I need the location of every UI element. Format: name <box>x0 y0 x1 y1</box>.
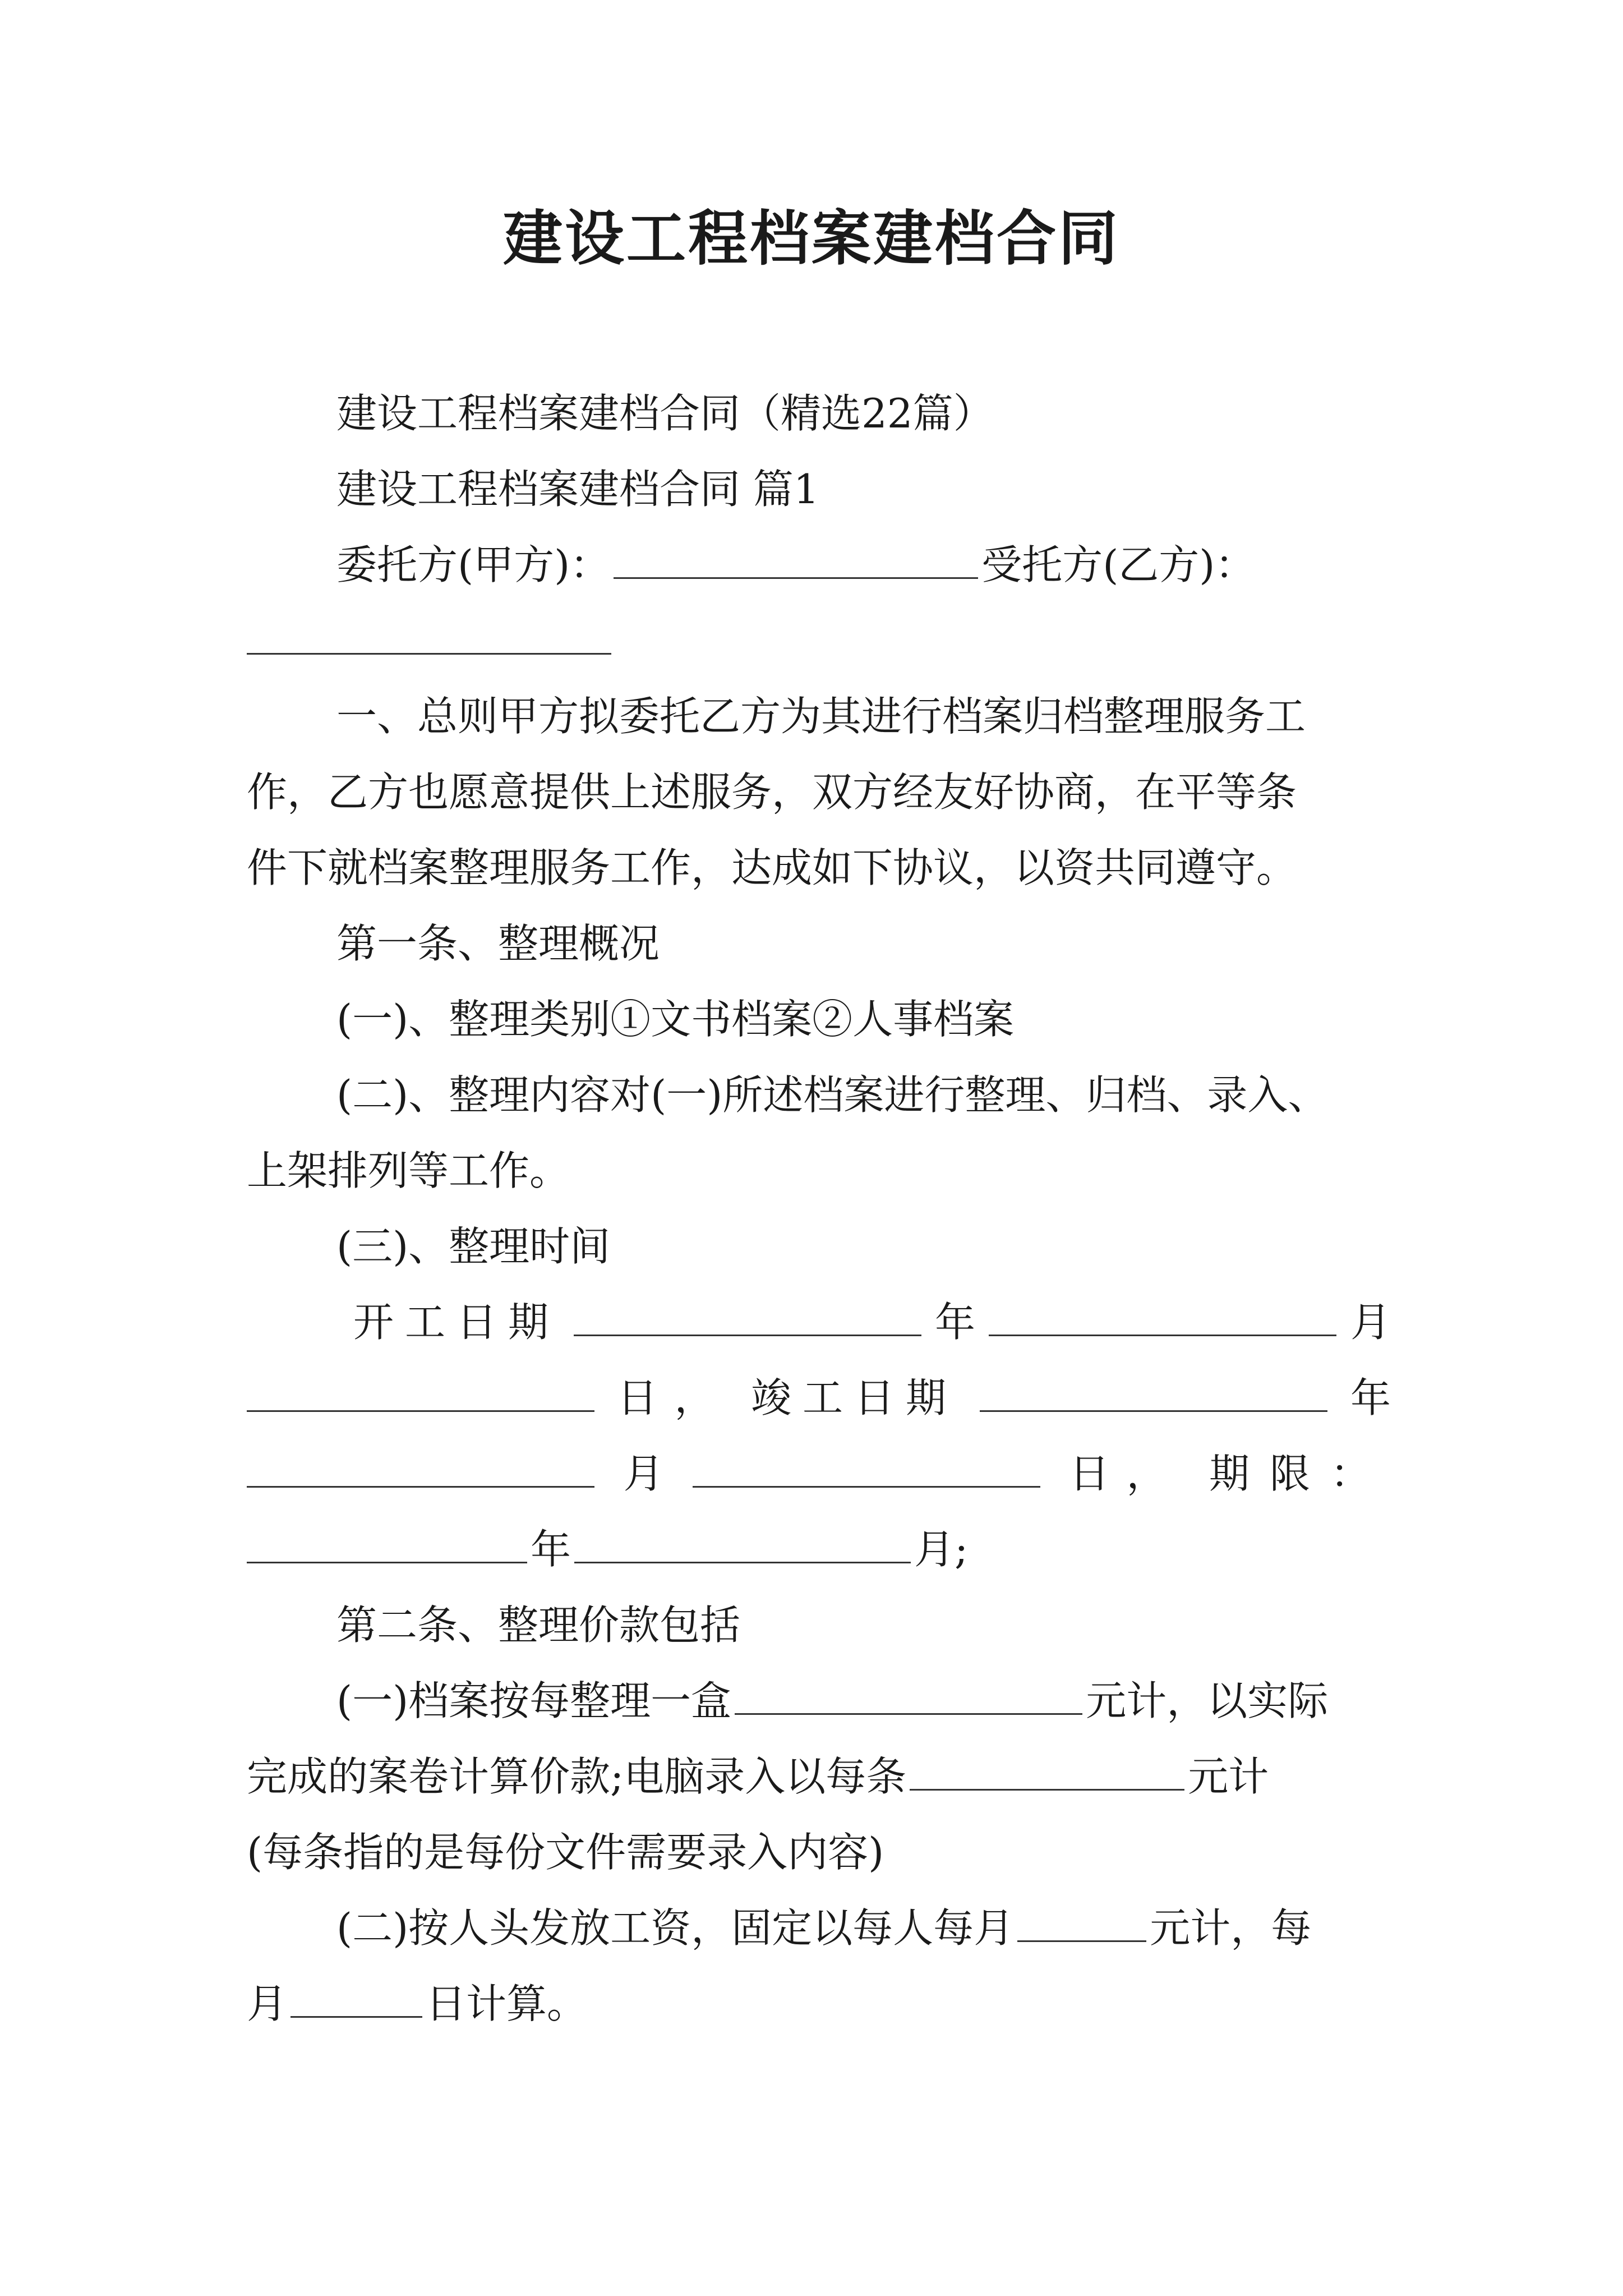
schedule-line-3 <box>247 1436 1391 1512</box>
article2-item2-line2 <box>247 1966 1391 2042</box>
start-year-blank <box>574 1301 921 1336</box>
contractor-label: 受托方(乙方)： <box>981 541 1256 588</box>
monthly-wage-blank <box>1017 1907 1146 1942</box>
article2-item1-line3: (每条指的是每份文件需要录入内容) <box>247 1829 884 1876</box>
article2-item1-line2 <box>247 1739 1391 1815</box>
start-year-label: 年 <box>934 1299 975 1346</box>
article1-item3: (三)、整理时间 <box>336 1223 611 1270</box>
document-title: 建设工程档案建档合同 <box>503 203 1120 273</box>
schedule-line-4 <box>247 1512 1391 1588</box>
article1-item2-line2: 上架排列等工作。 <box>247 1147 570 1194</box>
month-label: 月 <box>247 1980 288 2027</box>
contractor-name-blank <box>247 619 611 655</box>
days-blank <box>291 1982 422 2018</box>
article2-item1-line1 <box>247 1663 1481 1739</box>
client-label: 委托方(甲方)： <box>336 541 611 588</box>
period-month-label: 月; <box>914 1526 969 1573</box>
article2-heading: 第二条、整理价款包括 <box>336 1602 741 1649</box>
end-year-label: 年 <box>1350 1374 1391 1421</box>
entry-price-blank <box>910 1755 1184 1791</box>
article2-item2-line1 <box>247 1890 1481 1966</box>
days-suffix: 日计算。 <box>426 1980 588 2027</box>
end-month-label: 月 <box>623 1450 664 1497</box>
start-day-blank <box>247 1377 594 1412</box>
article1-item1: (一)、整理类别①文书档案②人事档案 <box>336 996 1015 1043</box>
section-heading: 建设工程档案建档合同 篇1 <box>336 466 819 513</box>
start-month-blank <box>989 1301 1336 1336</box>
period-year-blank <box>247 1528 527 1563</box>
entry-price-label: 完成的案卷计算价款;电脑录入以每条 <box>247 1753 907 1800</box>
price-per-box-suffix: 元计，以实际 <box>1086 1677 1329 1724</box>
period-month-blank <box>574 1528 911 1563</box>
schedule-line-1 <box>247 1285 1391 1360</box>
subtitle: 建设工程档案建档合同（精选22篇） <box>336 390 994 437</box>
end-day-label: 日， <box>1069 1450 1184 1497</box>
period-year-label: 年 <box>531 1526 571 1573</box>
end-year-blank <box>980 1377 1327 1412</box>
client-name-blank <box>614 544 978 579</box>
monthly-wage-label: (二)按人头发放工资，固定以每人每月 <box>336 1904 1015 1952</box>
start-date-label: 开工日期 <box>353 1299 560 1346</box>
price-per-box-label: (一)档案按每整理一盒 <box>336 1677 732 1724</box>
parties-line <box>247 527 1481 603</box>
general-line-3: 件下就档案整理服务工作，达成如下协议，以资共同遵守。 <box>247 844 1297 891</box>
start-month-label: 月 <box>1350 1299 1391 1346</box>
start-day-label: 日， <box>617 1374 732 1421</box>
general-line-1: 一、总则甲方拟委托乙方为其进行档案归档整理服务工 <box>336 693 1306 740</box>
entry-price-suffix: 元计 <box>1188 1753 1269 1800</box>
contractor-name-line <box>247 603 1391 679</box>
article1-item2-line1: (二)、整理内容对(一)所述档案进行整理、归档、录入、 <box>336 1071 1329 1119</box>
article1-heading: 第一条、整理概况 <box>336 920 660 967</box>
end-day-blank <box>693 1452 1040 1488</box>
end-date-label: 竣工日期 <box>750 1374 957 1421</box>
period-label: 期限： <box>1209 1450 1391 1497</box>
general-line-2: 作，乙方也愿意提供上述服务，双方经友好协商，在平等条 <box>247 769 1297 816</box>
monthly-wage-suffix: 元计，每 <box>1150 1904 1312 1952</box>
schedule-line-2 <box>247 1360 1391 1436</box>
end-month-blank <box>247 1452 594 1488</box>
price-per-box-blank <box>735 1680 1082 1715</box>
